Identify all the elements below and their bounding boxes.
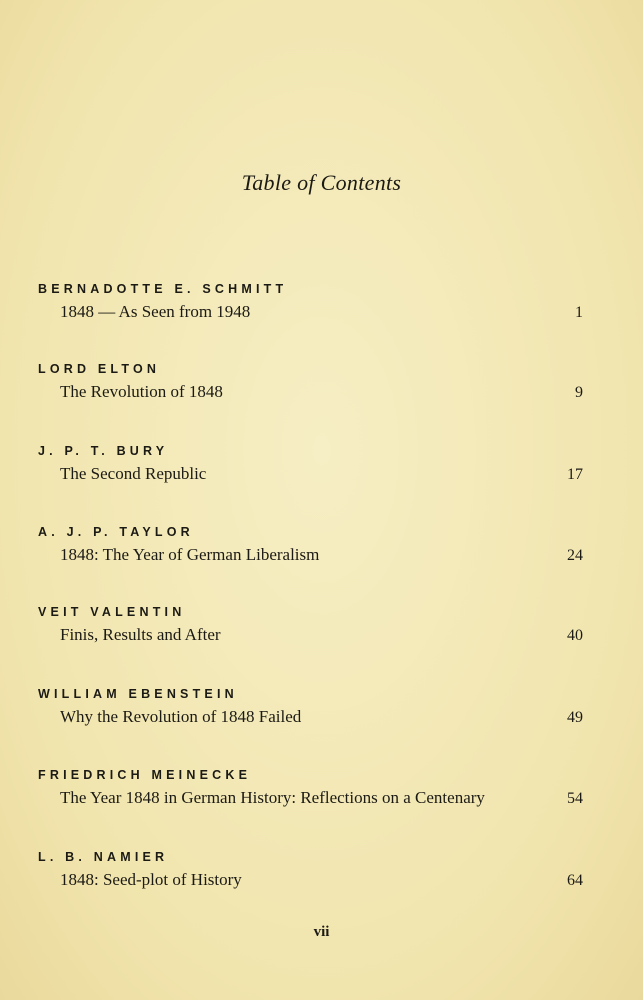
entry-page: 17 <box>567 466 583 483</box>
entry-author: BERNADOTTE E. SCHMITT <box>38 282 288 296</box>
entry-page: 9 <box>575 384 583 401</box>
entry-page: 54 <box>567 790 583 807</box>
entry-title: 1848 — As Seen from 1948 <box>60 302 251 321</box>
entry-author: WILLIAM EBENSTEIN <box>38 687 238 701</box>
entry-title: The Revolution of 1848 <box>60 382 223 401</box>
entry-author: J. P. T. BURY <box>38 444 169 458</box>
entry-title: Finis, Results and After <box>60 625 221 644</box>
page-number: vii <box>313 924 330 940</box>
entry-author: A. J. P. TAYLOR <box>38 525 194 539</box>
entry-title: The Year 1848 in German History: Reflections on a Centenary <box>60 788 485 807</box>
entry-title: The Second Republic <box>60 464 207 483</box>
entry-page: 1 <box>575 304 583 321</box>
entry-title: 1848: The Year of German Liberalism <box>60 545 320 564</box>
entry-author: VEIT VALENTIN <box>38 605 186 619</box>
entry-page: 40 <box>567 627 583 644</box>
entry-author: L. B. NAMIER <box>38 850 169 864</box>
entry-page: 49 <box>567 709 583 726</box>
entry-title: 1848: Seed-plot of History <box>60 870 242 889</box>
entry-author: FRIEDRICH MEINECKE <box>38 768 252 782</box>
entry-page: 64 <box>567 872 583 889</box>
page-title: Table of Contents <box>241 170 402 195</box>
entry-page: 24 <box>567 547 583 564</box>
entry-title: Why the Revolution of 1848 Failed <box>60 707 302 726</box>
entry-author: LORD ELTON <box>38 362 161 376</box>
